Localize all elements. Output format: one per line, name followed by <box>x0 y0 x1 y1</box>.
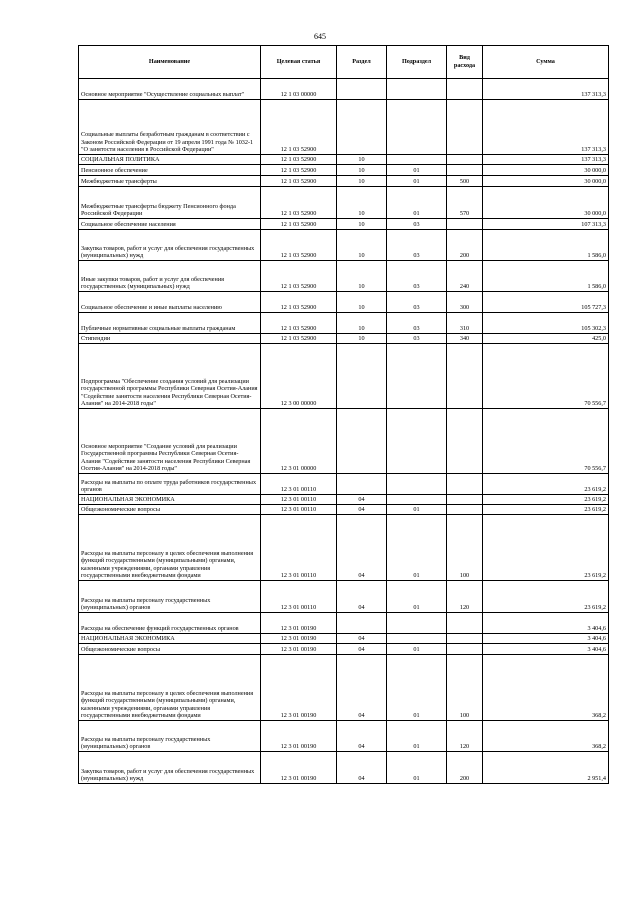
table-row <box>79 474 609 495</box>
row-name: Межбюджетные трансферты <box>79 176 261 187</box>
row-name: НАЦИОНАЛЬНАЯ ЭКОНОМИКА <box>79 495 261 505</box>
row-name: Закупка товаров, работ и услуг для обеспечения государственных (муниципальных) нужд <box>79 230 261 261</box>
row-subsection: 01 <box>387 655 447 721</box>
row-subsection <box>387 474 447 495</box>
header-expense-type: Вид расхода <box>447 46 483 79</box>
table-row <box>79 313 609 334</box>
row-sum: 23 619,2 <box>483 474 609 495</box>
row-expense-type <box>447 409 483 474</box>
row-sum: 3 404,6 <box>483 644 609 655</box>
row-subsection <box>387 409 447 474</box>
row-section: 04 <box>337 581 387 613</box>
row-name: Социальное обеспечение населения <box>79 219 261 230</box>
row-name: Расходы на выплаты по оплате труда работников государственных органов <box>79 474 261 495</box>
table-row <box>79 644 609 655</box>
row-name: Стипендии <box>79 334 261 344</box>
table-row <box>79 505 609 515</box>
row-expense-type <box>447 165 483 176</box>
row-target-code: 12 1 03 52900 <box>261 313 337 334</box>
row-sum: 30 000,0 <box>483 165 609 176</box>
row-subsection <box>387 613 447 634</box>
row-section <box>337 409 387 474</box>
row-target-code: 12 3 01 00110 <box>261 505 337 515</box>
row-sum: 3 404,6 <box>483 634 609 644</box>
table-row <box>79 230 609 261</box>
budget-table <box>78 45 609 784</box>
table-row <box>79 155 609 165</box>
row-expense-type: 200 <box>447 752 483 784</box>
header-section: Раздел <box>337 46 387 79</box>
row-target-code: 12 1 03 52900 <box>261 155 337 165</box>
row-subsection: 03 <box>387 313 447 334</box>
row-name: Социальные выплаты безработным гражданам в соответствии с Законом Российской Федерации от 19 апреля 1991 года № 1032-1 "О занятости населения в Российской Федерации" <box>79 100 261 155</box>
table-row <box>79 752 609 784</box>
row-subsection: 01 <box>387 752 447 784</box>
row-expense-type: 200 <box>447 230 483 261</box>
row-name: Расходы на обеспечение функций государственных органов <box>79 613 261 634</box>
row-name: Расходы на выплаты персоналу государственных (муниципальных) органов <box>79 581 261 613</box>
row-sum: 1 586,0 <box>483 230 609 261</box>
row-name: Пенсионное обеспечение <box>79 165 261 176</box>
table-row <box>79 187 609 219</box>
row-target-code: 12 3 01 00110 <box>261 581 337 613</box>
row-target-code: 12 1 03 52900 <box>261 261 337 292</box>
row-name: Общеэкономические вопросы <box>79 644 261 655</box>
table-row <box>79 613 609 634</box>
table-row <box>79 261 609 292</box>
row-sum: 107 313,3 <box>483 219 609 230</box>
row-expense-type: 500 <box>447 176 483 187</box>
row-target-code: 12 1 03 52900 <box>261 292 337 313</box>
row-subsection: 01 <box>387 165 447 176</box>
row-expense-type: 100 <box>447 655 483 721</box>
row-section: 10 <box>337 334 387 344</box>
row-subsection: 01 <box>387 505 447 515</box>
table-row <box>79 655 609 721</box>
row-target-code: 12 3 01 00000 <box>261 409 337 474</box>
row-subsection <box>387 79 447 100</box>
table-row <box>79 721 609 752</box>
row-target-code: 12 1 03 52900 <box>261 165 337 176</box>
row-sum: 2 951,4 <box>483 752 609 784</box>
row-subsection: 03 <box>387 292 447 313</box>
row-target-code: 12 1 03 52900 <box>261 230 337 261</box>
table-row <box>79 581 609 613</box>
table-row <box>79 334 609 344</box>
table-body <box>79 79 609 784</box>
row-target-code: 12 1 03 52900 <box>261 219 337 230</box>
row-expense-type <box>447 219 483 230</box>
row-section: 04 <box>337 495 387 505</box>
row-name: Основное мероприятие "Создание условий для реализации Государственной программы Республики Северная Осетия-Алания "Содействие занятости населения Республики Северная Осетия-Алания" на 2014-2018 годы" <box>79 409 261 474</box>
row-target-code: 12 1 03 00000 <box>261 79 337 100</box>
row-target-code: 12 3 01 00190 <box>261 721 337 752</box>
row-subsection <box>387 100 447 155</box>
row-section: 10 <box>337 313 387 334</box>
header-subsection: Подраздел <box>387 46 447 79</box>
row-subsection: 03 <box>387 334 447 344</box>
row-target-code: 12 1 03 52900 <box>261 176 337 187</box>
row-subsection <box>387 155 447 165</box>
row-expense-type: 300 <box>447 292 483 313</box>
row-section: 04 <box>337 752 387 784</box>
row-section <box>337 613 387 634</box>
row-section: 04 <box>337 505 387 515</box>
row-sum: 30 000,0 <box>483 187 609 219</box>
row-expense-type <box>447 644 483 655</box>
row-sum: 1 586,0 <box>483 261 609 292</box>
row-target-code: 12 3 01 00190 <box>261 634 337 644</box>
row-target-code: 12 3 01 00110 <box>261 515 337 581</box>
table-row <box>79 79 609 100</box>
page-number: 645 <box>314 32 326 41</box>
row-section: 10 <box>337 155 387 165</box>
row-expense-type <box>447 79 483 100</box>
row-subsection: 01 <box>387 187 447 219</box>
row-name: Социальное обеспечение и иные выплаты населению <box>79 292 261 313</box>
row-expense-type: 120 <box>447 721 483 752</box>
row-subsection: 01 <box>387 644 447 655</box>
row-sum: 105 302,3 <box>483 313 609 334</box>
row-subsection: 01 <box>387 176 447 187</box>
row-name: Расходы на выплаты персоналу в целях обеспечения выполнения функций государственными (муниципальными) органами, казенными учреждениями, органами управления государственными внебюджетными фондами <box>79 655 261 721</box>
row-subsection: 01 <box>387 515 447 581</box>
row-subsection: 01 <box>387 721 447 752</box>
row-section <box>337 79 387 100</box>
row-section: 10 <box>337 187 387 219</box>
row-target-code: 12 3 01 00190 <box>261 655 337 721</box>
row-expense-type <box>447 613 483 634</box>
row-name: Публичные нормативные социальные выплаты гражданам <box>79 313 261 334</box>
table-row <box>79 100 609 155</box>
table-row <box>79 409 609 474</box>
table-header-row <box>79 46 609 79</box>
row-sum: 70 556,7 <box>483 344 609 409</box>
row-target-code: 12 3 01 00110 <box>261 495 337 505</box>
row-name: Иные закупки товаров, работ и услуг для обеспечения государственных (муниципальных) нужд <box>79 261 261 292</box>
row-subsection <box>387 634 447 644</box>
row-sum: 30 000,0 <box>483 176 609 187</box>
row-name: Расходы на выплаты персоналу в целях обеспечения выполнения функций государственными (муниципальными) органами, казенными учреждениями, органами управления государственными внебюджетными фондами <box>79 515 261 581</box>
row-target-code: 12 3 01 00110 <box>261 474 337 495</box>
row-subsection <box>387 495 447 505</box>
row-name: НАЦИОНАЛЬНАЯ ЭКОНОМИКА <box>79 634 261 644</box>
row-subsection: 03 <box>387 261 447 292</box>
row-section: 04 <box>337 644 387 655</box>
row-sum: 23 619,2 <box>483 515 609 581</box>
row-expense-type: 570 <box>447 187 483 219</box>
row-sum: 368,2 <box>483 721 609 752</box>
row-section: 10 <box>337 292 387 313</box>
row-target-code: 12 3 00 00000 <box>261 344 337 409</box>
header-sum: Сумма <box>483 46 609 79</box>
row-sum: 137 313,3 <box>483 79 609 100</box>
row-target-code: 12 3 01 00190 <box>261 613 337 634</box>
row-target-code: 12 1 03 52900 <box>261 334 337 344</box>
row-section: 10 <box>337 230 387 261</box>
row-name: Общеэкономические вопросы <box>79 505 261 515</box>
row-section <box>337 344 387 409</box>
row-name: Основное мероприятие "Осуществление социальных выплат" <box>79 79 261 100</box>
header-name: Наименование <box>79 46 261 79</box>
row-section <box>337 474 387 495</box>
row-subsection <box>387 344 447 409</box>
row-expense-type <box>447 634 483 644</box>
row-sum: 137 313,3 <box>483 155 609 165</box>
row-section: 04 <box>337 721 387 752</box>
row-section: 10 <box>337 165 387 176</box>
row-sum: 23 619,2 <box>483 495 609 505</box>
row-expense-type: 310 <box>447 313 483 334</box>
row-section: 04 <box>337 515 387 581</box>
row-name: Закупка товаров, работ и услуг для обеспечения государственных (муниципальных) нужд <box>79 752 261 784</box>
row-expense-type <box>447 474 483 495</box>
row-section: 10 <box>337 176 387 187</box>
row-section: 04 <box>337 655 387 721</box>
row-sum: 23 619,2 <box>483 505 609 515</box>
table-row <box>79 495 609 505</box>
row-sum: 425,0 <box>483 334 609 344</box>
row-subsection: 03 <box>387 230 447 261</box>
row-subsection: 03 <box>387 219 447 230</box>
row-target-code: 12 1 03 52900 <box>261 100 337 155</box>
header-target: Целевая статья <box>261 46 337 79</box>
table-row <box>79 176 609 187</box>
row-expense-type: 340 <box>447 334 483 344</box>
row-section: 10 <box>337 261 387 292</box>
row-name: Расходы на выплаты персоналу государственных (муниципальных) органов <box>79 721 261 752</box>
row-expense-type <box>447 505 483 515</box>
row-sum: 23 619,2 <box>483 581 609 613</box>
row-sum: 70 556,7 <box>483 409 609 474</box>
row-sum: 368,2 <box>483 655 609 721</box>
table-row <box>79 292 609 313</box>
row-target-code: 12 3 01 00190 <box>261 644 337 655</box>
row-sum: 137 313,3 <box>483 100 609 155</box>
row-expense-type: 120 <box>447 581 483 613</box>
row-section: 10 <box>337 219 387 230</box>
row-target-code: 12 1 03 52900 <box>261 187 337 219</box>
row-expense-type: 240 <box>447 261 483 292</box>
row-expense-type <box>447 495 483 505</box>
row-expense-type <box>447 100 483 155</box>
row-sum: 105 727,3 <box>483 292 609 313</box>
row-expense-type <box>447 344 483 409</box>
table-row <box>79 165 609 176</box>
row-name: Подпрограмма "Обеспечение создания условий для реализации государственной программы Республики Северная Осетия-Алания "Содействие занятости населения Республики Северная Осетия-Алания" на 2014-2018 годы" <box>79 344 261 409</box>
table-row <box>79 344 609 409</box>
row-section: 04 <box>337 634 387 644</box>
row-expense-type <box>447 155 483 165</box>
table-row <box>79 634 609 644</box>
table-row <box>79 219 609 230</box>
row-target-code: 12 3 01 00190 <box>261 752 337 784</box>
row-section <box>337 100 387 155</box>
row-name: Межбюджетные трансферты бюджету Пенсионного фонда Российской Федерации <box>79 187 261 219</box>
row-subsection: 01 <box>387 581 447 613</box>
row-sum: 3 404,6 <box>483 613 609 634</box>
table-row <box>79 515 609 581</box>
row-expense-type: 100 <box>447 515 483 581</box>
row-name: СОЦИАЛЬНАЯ ПОЛИТИКА <box>79 155 261 165</box>
